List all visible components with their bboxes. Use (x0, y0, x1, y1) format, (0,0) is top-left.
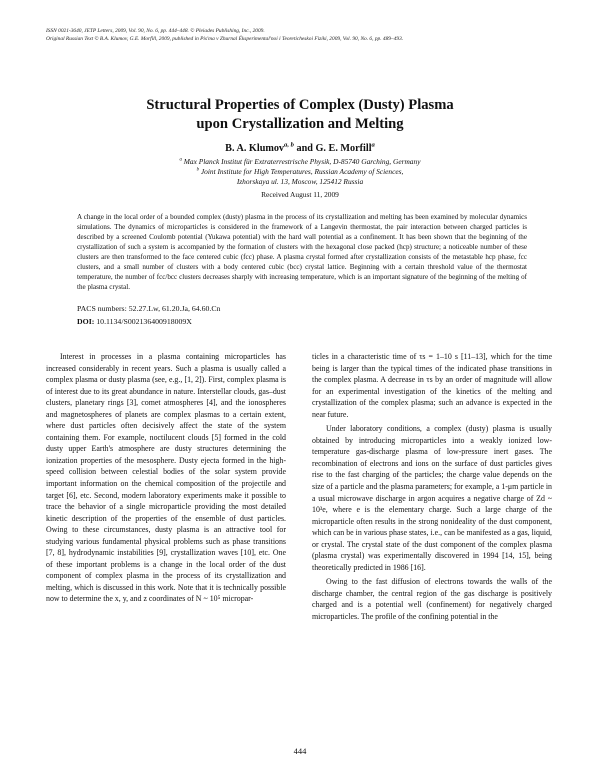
pacs-numbers: PACS numbers: 52.27.Lw, 61.20.Ja, 64.60.Cn (77, 304, 221, 313)
authors-and: and (296, 143, 316, 154)
journal-header (46, 28, 566, 43)
body-column-left (46, 351, 286, 605)
affiliation-b-line-2: Izhorskaya ul. 13, Moscow, 125412 Russia (236, 177, 364, 186)
doi-label: DOI: (77, 317, 95, 326)
header-original-line: Original Russian Text © B.A. Klumov, G.E. Morfill, 2009, published in Pis'ma v Zhurnal Éksperimental'noi i Teoreticheskoi Fiziki, 2009, Vol. 90, No. 6, pp. 489–493. (46, 35, 404, 42)
doi-value: 10.1134/S002136400918009X (96, 317, 192, 326)
affiliation-b-line-1: $^b$ Joint Institute for High Temperatures, Russian Academy of Sciences, (196, 167, 404, 176)
body-column-right (312, 351, 552, 623)
received-date: Received August 11, 2009 (261, 190, 339, 199)
header-issn-line: ISSN 0021-3640, JETP Letters, 2009, Vol. 90, No. 6, pp. 444–448. © Pleiades Publishing, Inc., 2009. (46, 28, 265, 34)
left-paragraph-1: Interest in processes in a plasma containing microparticles has increased considerably in recent years. Such a plasma is usually called a complex plasma or dusty plasma (see, e.g., [1, 2]). First, complex plasma is of interest due to its great abundance in nature. Interstellar clouds, gas–dust clusters, planetary rings [3], comet atmospheres [4], and the ionospheres and magnetospheres of planets are complex plasmas to a certain extent, where dust particles often decisively affect the state of the system containing them. For example, noctilucent clouds [5] formed in the cold dusty upper Earth's atmosphere are dusty structures determining the ionization properties of the mesosphere. Dusty ejecta formed in the high-speed collision between celestial bodies of the solar system provide important information on the chemical composition of the projectile and target [6], etc. Second, modern laboratory experiments make it possible to trace the behavior of a single microparticle providing the most detailed kinetic description of the properties of the ensemble of dust particles. Owing to these circumstances, dusty plasma is an attractive tool for studying various fundamental physical problems such as phase transitions [7, 8], hydrodynamic instabilities [9], crystallization waves [10], etc. One of these important problems is a change in the local order of the dust component of complex plasma in the process of its crystallization and melting, which is discussed in this work. Note that it is technically possible now to determine the x, y, and z coordinates of N ~ 10⁵ micropar- (46, 352, 286, 604)
affiliation-a: $^a$ Max Planck Institut für Extraterrestrische Physik, D-85740 Garching, Germany (179, 157, 421, 166)
abstract: A change in the local order of a bounded complex (dusty) plasma in the process of its crystallization and melting has been examined by molecular dynamics simulations. The dynamics of microparticles is considered in the framework of a Langevin thermostat, the pair interaction between charged particles is described by a screened Coulomb potential (Yukawa potential) with the hard wall potential as a confinement. It has been shown that the beginning of the crystallization of such a system is accompanied by the formation of clusters with the hexagonal close packed (hcp) structure; a noticeable number of these clusters are then transformed to the face centered cubic (fcc) phase. A plasma crystal formed after crystallization consists of the metastable hcp phase, fcc clusters, and a small number of clusters with a body centered cubic (bcc) crystal lattice. Beginning with a certain threshold value of the thermostat temperature, the number of fcc/bcc clusters decreases sharply with increasing temperature, which is an important signature of the beginning of the melting of the plasma crystal. (77, 213, 527, 291)
author-1: B. A. Klumov$^{a, b}$ (225, 141, 294, 154)
authors (40, 142, 560, 155)
title-line-1: Structural Properties of Complex (Dusty) Plasma (146, 97, 454, 113)
right-paragraph-2: Under laboratory conditions, a complex (dusty) plasma is usually obtained by introducing microparticles into a weakly ionized low-temperature gas-discharge plasma of low-pressure inert gases. The recombination of electrons and ions on the surface of dust particles gives rise to the fast charging of the particles; the charge value depends on the size of a particle and the plasma parameters; for example, a 1-μm particle in a usual microwave discharge in argon acquires a negative charge of Zd ~ 10³e, where e is the elementary charge. Such a large charge of the microparticle often results in the strong nonideality of the dust component, which can be in various phase states, i.e., can be manifested as a gas, liquid, or crystal. The crystal state of the dust component of the complex plasma (plasma crystal) was experimentally discovered in 1994 [14, 15], being theoretically predicted in 1986 [16]. (312, 424, 552, 572)
title-line-2: upon Crystallization and Melting (196, 116, 404, 132)
doi-line (77, 316, 527, 327)
affiliations (40, 157, 560, 187)
paper-title (40, 96, 560, 134)
right-paragraph-1: ticles in a characteristic time of τs = 1–10 s [11–13], which for the time being is larger than the typical times of the indicated phase transitions in the complex plasma. A decrease in τs by an order of magnitude will allow for an experimental investigation of the kinetics of the melting and crystallization of the complex plasma; such an advance is expected in the near future. (312, 352, 552, 419)
right-paragraph-3: Owing to the fast diffusion of electrons towards the walls of the discharge chamber, the central region of the gas discharge is positively charged and is a potential well (confinement) for negatively charged microparticles. The profile of the confining potential in the (312, 577, 552, 622)
page-number: 444 (293, 746, 307, 756)
author-2: G. E. Morfill$^a$ (315, 141, 375, 154)
